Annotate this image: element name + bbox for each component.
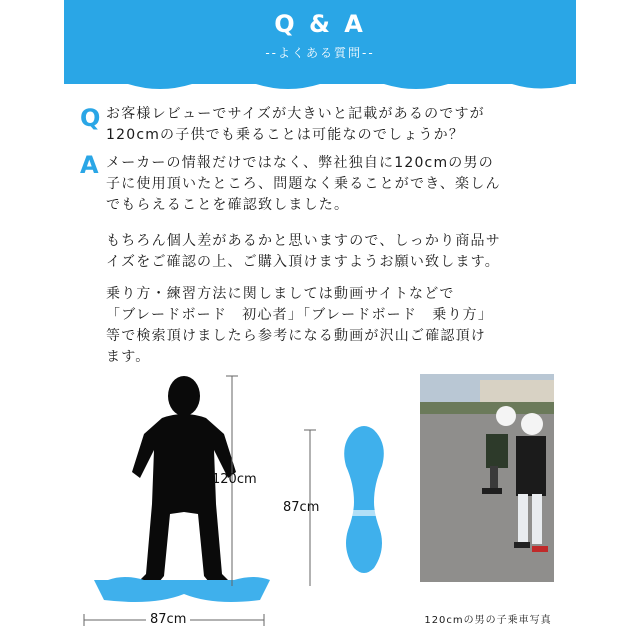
child-height-label: 120cm [212,472,257,487]
question-text: お客様レビューでサイズが大きいと記載があるのですが 120cmの子供でも乗ることは可能なのでしょうか？ [106,106,485,143]
page-title: Q & A [274,10,366,38]
page-subtitle: --よくある質問-- [265,46,375,60]
board-top-view [344,426,384,573]
riding-photo [420,374,554,582]
answer-paragraph-3: 乗り方・練習方法に関しましては動画サイトなどで 「ブレードボード 初心者」「ブレードボード 乗り方」 等で検索頂けましたら参考になる動画が沢山ご確認頂け ます。 [106,286,494,365]
answer-paragraph-1: メーカーの情報だけではなく、弊社独自に120cmの男の 子に使用頂いたところ、問題なく乗ることができ、楽しん でもらえることを確認致しました。 [106,155,501,213]
photo-caption: 120cmの男の子乗車写真 [424,615,552,626]
size-diagram [64,374,444,634]
board-width-label: 87cm [146,612,190,627]
question-marker: Q [80,104,101,132]
answer-paragraph-2: もちろん個人差があるかと思いますので、しっかり商品サ イズをご確認の上、ご購入頂けますようお願い致します。 [106,233,501,270]
header-banner [64,0,576,84]
wave-edge [64,72,576,94]
board-height-label: 87cm [283,500,320,515]
board-side-view [94,577,270,602]
answer-marker: A [80,151,99,179]
